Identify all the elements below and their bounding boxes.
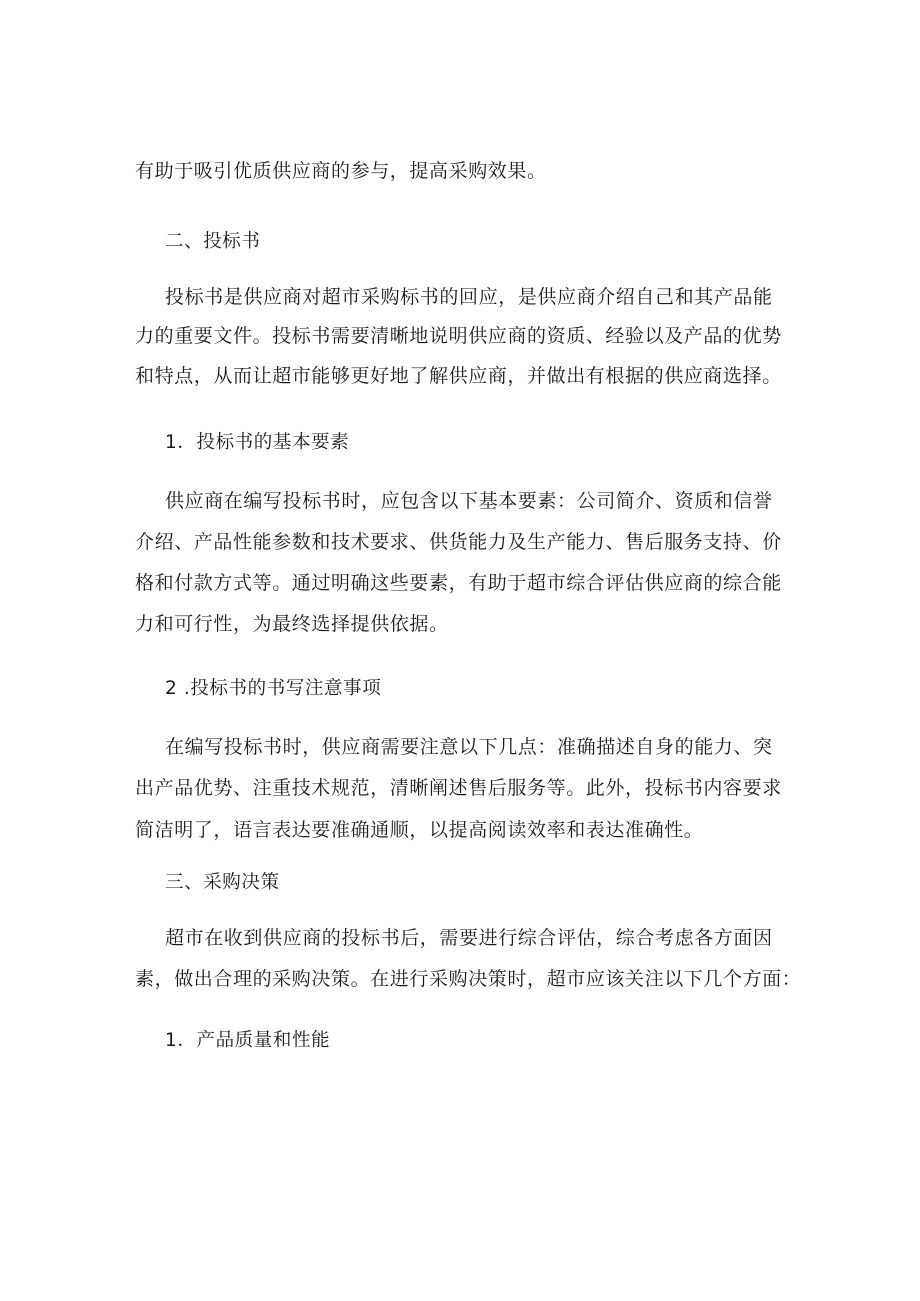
section-3-paragraph-line: 超市在收到供应商的投标书后，需要进行综合评估，综合考虑各方面因 <box>165 927 773 949</box>
subsection-2-1-paragraph-line: 供应商在编写投标书时，应包含以下基本要素：公司简介、资质和信誉 <box>165 490 773 512</box>
section-2-paragraph-line: 和特点，从而让超市能够更好地了解供应商，并做出有根据的供应商选择。 <box>135 365 782 387</box>
subsection-2-2-paragraph-line: 出产品优势、注重技术规范，清晰阐述售后服务等。此外，投标书内容要求 <box>135 777 782 799</box>
section-2-heading: 二、投标书 <box>165 231 261 252</box>
section-3-paragraph-line: 素，做出合理的采购决策。在进行采购决策时，超市应该关注以下几个方面： <box>135 968 802 990</box>
subsection-2-2-paragraph-line: 在编写投标书时，供应商需要注意以下几点：准确描述自身的能力、突 <box>165 736 773 758</box>
section-3-heading: 三、采购决策 <box>165 872 280 893</box>
subsection-3-1-heading: 1．产品质量和性能 <box>165 1030 331 1051</box>
subsection-2-2-paragraph-line: 简洁明了，语言表达要准确通顺，以提高阅读效率和表达准确性。 <box>135 819 704 841</box>
subsection-2-1-paragraph-line: 介绍、产品性能参数和技术要求、供货能力及生产能力、售后服务支持、价 <box>135 531 782 553</box>
intro-continuation: 有助于吸引优质供应商的参与，提高采购效果。 <box>135 160 547 182</box>
section-2-paragraph-line: 投标书是供应商对超市采购标书的回应，是供应商介绍自己和其产品能 <box>165 286 773 308</box>
subsection-2-1-heading: 1．投标书的基本要素 <box>165 432 350 453</box>
section-2-paragraph-line: 力的重要文件。投标书需要清晰地说明供应商的资质、经验以及产品的优势 <box>135 325 782 347</box>
subsection-2-1-paragraph-line: 力和可行性，为最终选择提供依据。 <box>135 613 449 635</box>
subsection-2-2-heading: 2 .投标书的书写注意事项 <box>165 678 382 699</box>
subsection-2-1-paragraph-line: 格和付款方式等。通过明确这些要素，有助于超市综合评估供应商的综合能 <box>135 572 782 594</box>
